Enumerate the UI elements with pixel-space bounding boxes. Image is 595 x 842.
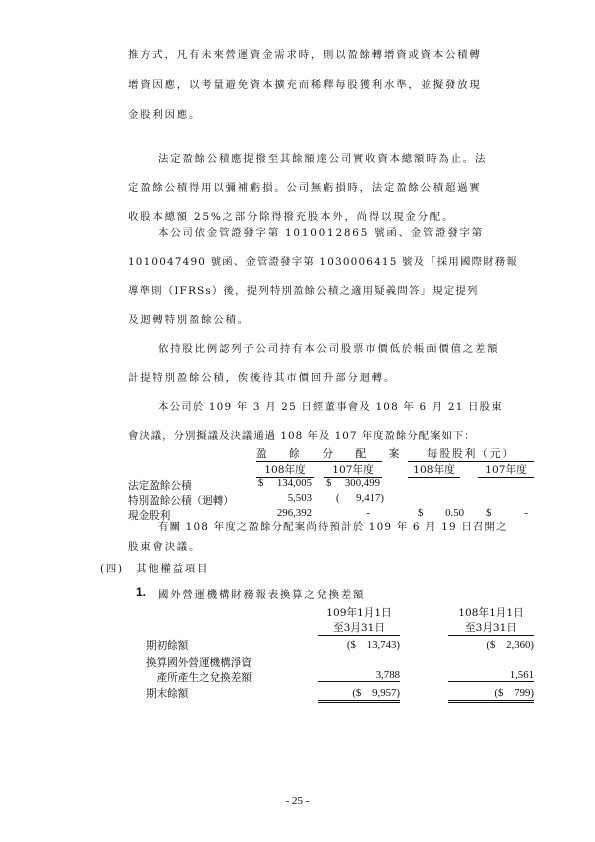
cell-value: 3,788 [318, 669, 400, 682]
paragraph-4-line-1: 依持股比例認列子公司持有本公司股票市價低於帳面價值之差額 [158, 343, 500, 355]
paragraph-3-line-3: 導準則（IFRSs）後，提列特別盈餘公積之適用疑義問答」規定提列 [128, 285, 479, 297]
header-dividend-per-share: 每股股利（元） [408, 446, 534, 462]
col-header-2020-line-2: 至3月31日 [318, 620, 400, 636]
paragraph-5-line-2: 會決議，分別擬議及決議通過 108 年及 107 年度盈餘分配案如下： [128, 430, 476, 442]
row-label-legal-reserve: 法定盈餘公積 [128, 480, 192, 492]
cell-value: 9,417) [356, 492, 384, 504]
paragraph-6-line-2: 股東會決議。 [128, 541, 202, 553]
paragraph-2-line-1: 法定盈餘公積應提撥至其餘額達公司實收資本總額時為止。法 [158, 153, 488, 165]
cell-value: 296,392 [276, 507, 312, 519]
cell-symbol: $ [326, 477, 332, 489]
cell-value: 0.50 [445, 507, 464, 519]
row-label-special-reserve: 特別盈餘公積（迴轉） [128, 495, 234, 507]
cell-symbol: ( [336, 492, 340, 504]
section-heading-other-equity: (四) 其他權益項目 [100, 563, 210, 575]
cell-value: ($ 9,957) [318, 685, 400, 703]
paragraph-2-line-2: 定盈餘公積得用以彌補虧損。公司無虧損時，法定盈餘公積超過實 [128, 182, 482, 194]
row-label-opening-balance: 期初餘額 [146, 640, 189, 652]
col-header-107-dividend: 107年度 [478, 462, 534, 478]
paragraph-3-line-4: 及迴轉特別盈餘公積。 [128, 314, 250, 326]
paragraph-3-line-1: 本公司依金管證發字第 1010012865 號函、金管證發字第 [158, 227, 484, 239]
paragraph-1-line-2: 增資因應，以考量避免資本擴充而稀釋每股獲利水準，並擬發放現 [128, 79, 482, 91]
cell-value: 300,499 [344, 477, 380, 489]
paragraph-2-line-3: 收股本總額 25%之部分除得撥充股本外，尚得以現金分配。 [128, 211, 455, 223]
col-header-2019-line-1: 108年1月1日 [458, 607, 524, 619]
cell-value: - [366, 507, 370, 519]
cell-value: ($ 799) [448, 685, 534, 703]
cell-symbol: $ [258, 477, 264, 489]
cell-value: 134,005 [276, 477, 312, 489]
paragraph-5-line-1: 本公司於 109 年 3 月 25 日經董事會及 108 年 6 月 21 日股東 [158, 401, 503, 413]
cell-symbol: $ [418, 507, 424, 519]
row-label-translation-line-1: 換算國外營運機構淨資 [146, 657, 252, 669]
paragraph-6-line-1: 有關 108 年度之盈餘分配案尚待預計於 109 年 6 月 19 日召開之 [158, 521, 508, 533]
paragraph-3-line-2: 1010047490 號函、金管證發字第 1030006415 號及「採用國際財務報 [128, 256, 518, 268]
subsection-number: 1. [136, 585, 147, 599]
header-distribution-plan: 盈 餘 分 配 案 [256, 448, 406, 460]
cell-value: ($ 13,743) [346, 639, 400, 651]
subsection-title-fx-difference: 國外營運機構財務報表換算之兌換差額 [158, 589, 366, 601]
col-header-107: 107年度 [324, 462, 382, 478]
row-label-closing-balance: 期末餘額 [146, 688, 189, 700]
col-header-108: 108年度 [256, 462, 314, 478]
row-label-cash-dividend: 現金股利 [128, 510, 171, 522]
page-number: - 25 - [285, 795, 310, 807]
paragraph-4-line-2: 計提特別盈餘公積，俟後待其市價回升部分迴轉。 [128, 372, 397, 384]
paragraph-1-line-3: 金股利因應。 [128, 109, 202, 121]
cell-value: - [524, 507, 528, 519]
col-header-108-dividend: 108年度 [408, 462, 460, 478]
cell-value: ($ 2,360) [486, 639, 534, 651]
cell-value: 1,561 [448, 669, 534, 682]
paragraph-1-line-1: 推方式，凡有未來營運資金需求時，則以盈餘轉增資或資本公積轉 [128, 49, 482, 61]
col-header-2019-line-2: 至3月31日 [448, 620, 534, 636]
cell-symbol: $ [486, 507, 492, 519]
cell-value: 5,503 [287, 492, 312, 504]
col-header-2020-line-1: 109年1月1日 [326, 607, 392, 619]
row-label-translation-line-2: 產所產生之兌換差額 [146, 672, 252, 684]
